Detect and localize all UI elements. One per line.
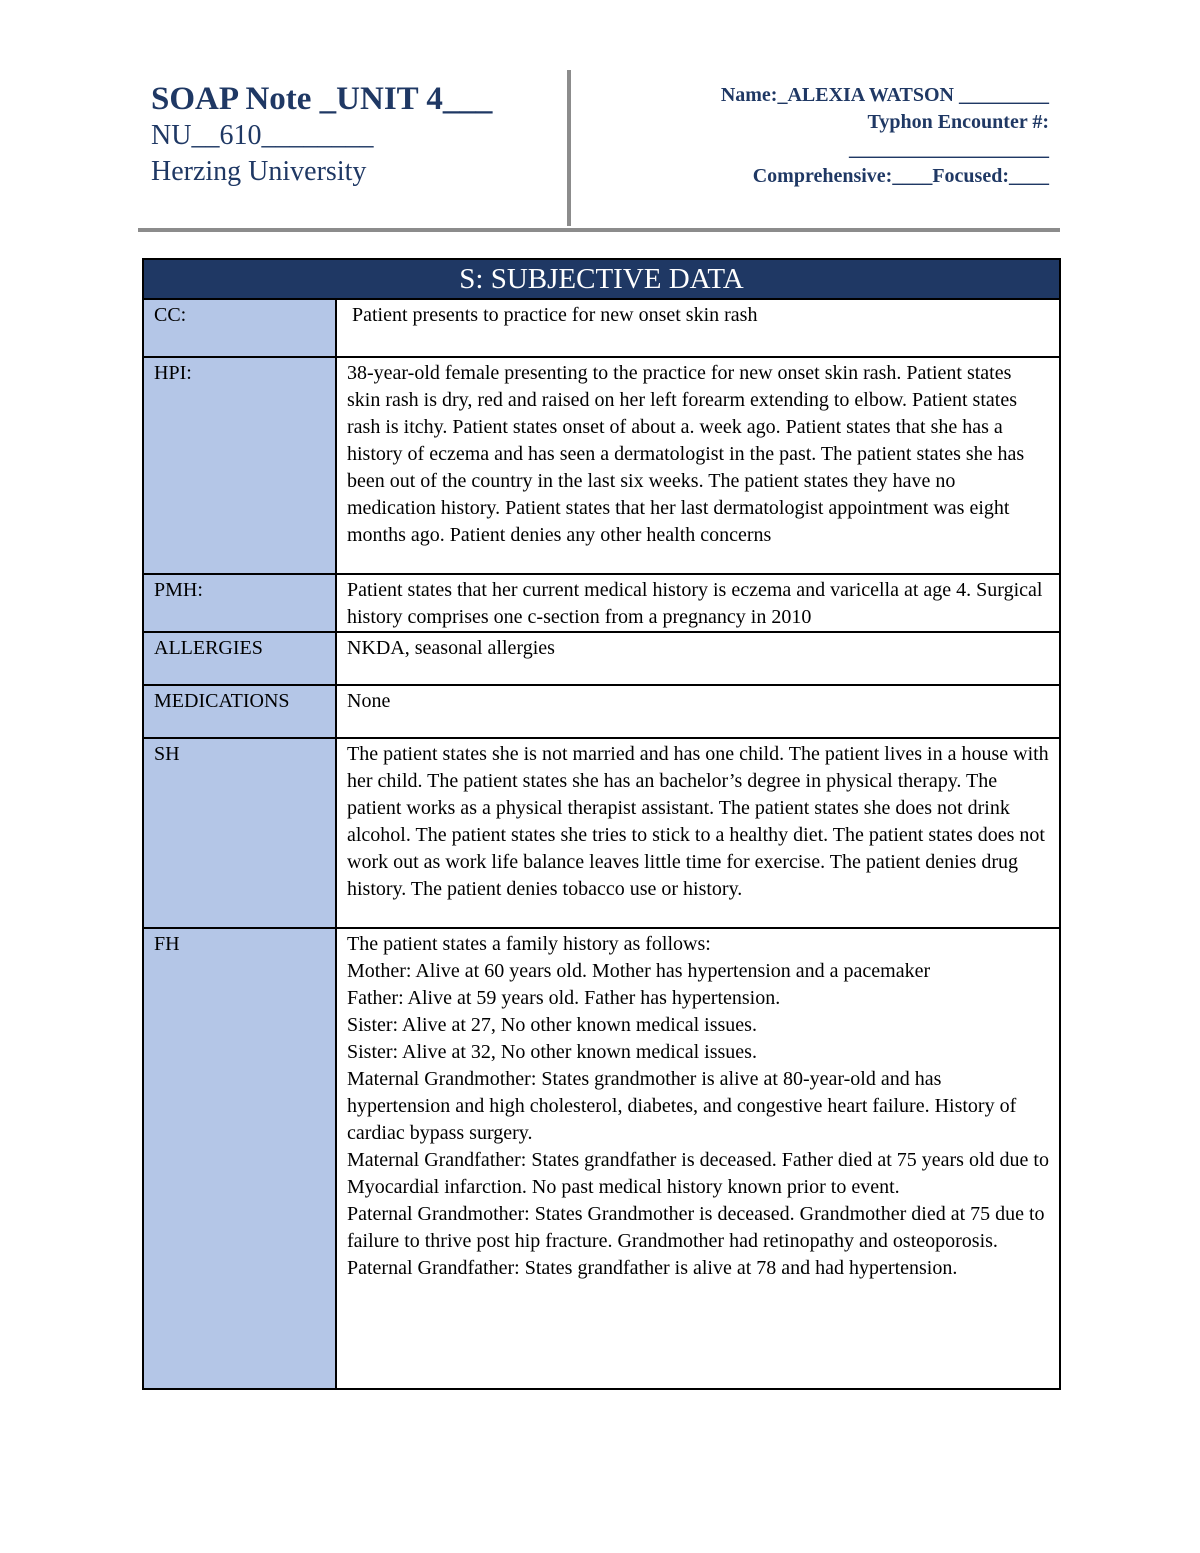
course-number: NU__610________ bbox=[151, 120, 374, 151]
fh-line-paternal-grandmother: Paternal Grandmother: States Grandmother is deceased. Grandmother died at 75 due to failure to thrive post hip fracture. Grandmother had retinopathy and osteoporosis. bbox=[347, 1203, 1045, 1252]
row-label-sh: SH bbox=[143, 738, 336, 928]
fh-line-maternal-grandfather: Maternal Grandfather: States grandfather is deceased. Father died at 75 years old due to Myocardial infarction. No past medical history known prior to event. bbox=[347, 1149, 1049, 1198]
fh-line-mother: Mother: Alive at 60 years old. Mother has hypertension and a pacemaker bbox=[347, 960, 931, 982]
soap-note-title: SOAP Note _UNIT 4___ bbox=[151, 81, 493, 117]
table-row-allergies bbox=[143, 632, 1060, 685]
fh-line: The patient states a family history as follows: bbox=[347, 933, 711, 955]
fh-line-sister-2: Sister: Alive at 32, No other known medical issues. bbox=[347, 1041, 757, 1063]
fh-line-sister-1: Sister: Alive at 27, No other known medical issues. bbox=[347, 1014, 757, 1036]
row-content-medications: None bbox=[336, 685, 1060, 738]
table-row-sh bbox=[143, 738, 1060, 928]
table-row-fh bbox=[143, 928, 1060, 1389]
section-header-row bbox=[143, 259, 1060, 299]
header-horizontal-rule bbox=[138, 228, 1060, 232]
student-name-line: Name:_ALEXIA WATSON _________ bbox=[720, 84, 1049, 106]
fh-line-father: Father: Alive at 59 years old. Father has hypertension. bbox=[347, 987, 781, 1009]
row-content-pmh: Patient states that her current medical history is eczema and varicella at age 4. Surgical history comprises one c-section from a pregnancy in 2010 bbox=[336, 574, 1060, 632]
typhon-encounter-label: Typhon Encounter #: bbox=[867, 111, 1049, 133]
document-header bbox=[141, 70, 1059, 230]
row-label-cc: CC: bbox=[143, 299, 336, 357]
row-content-fh bbox=[336, 928, 1060, 1389]
row-label-medications: MEDICATIONS bbox=[143, 685, 336, 738]
subjective-data-table bbox=[142, 258, 1061, 1390]
table-row-cc bbox=[143, 299, 1060, 357]
row-content-sh: The patient states she is not married and has one child. The patient lives in a house with her child. The patient states she has an bachelor’s degree in physical therapy. The patient works as a physical therapist assistant. The patient states she does not drink alcohol. The patient states she tries to stick to a healthy diet. The patient states does not work out as work life balance leaves little time for exercise. The patient denies drug history. The patient denies tobacco use or history. bbox=[336, 738, 1060, 928]
row-label-hpi: HPI: bbox=[143, 357, 336, 574]
typhon-encounter-blank: ____________________ bbox=[849, 138, 1049, 160]
row-content-allergies: NKDA, seasonal allergies bbox=[336, 632, 1060, 685]
table-row-pmh bbox=[143, 574, 1060, 632]
fh-line-paternal-grandfather: Paternal Grandfather: States grandfather is alive at 78 and had hypertension. bbox=[347, 1257, 958, 1279]
comprehensive-focused-line: Comprehensive:____Focused:____ bbox=[752, 165, 1049, 187]
header-left-block bbox=[151, 80, 492, 190]
row-label-fh: FH bbox=[143, 928, 336, 1389]
row-content-cc: Patient presents to practice for new onset skin rash bbox=[336, 299, 1060, 357]
row-label-allergies: ALLERGIES bbox=[143, 632, 336, 685]
row-label-pmh: PMH: bbox=[143, 574, 336, 632]
university-name: Herzing University bbox=[151, 156, 367, 187]
row-content-hpi: 38-year-old female presenting to the practice for new onset skin rash. Patient states skin rash is dry, red and raised on her left forearm extending to elbow. Patient states rash is itchy. Patient states onset of about a. week ago. Patient states that she has a history of eczema and has seen a dermatologist in the past. The patient states she has been out of the country in the last six weeks. The patient states they have no medication history. Patient states that her last dermatologist appointment was eight months ago. Patient denies any other health concerns bbox=[336, 357, 1060, 574]
table-row-medications bbox=[143, 685, 1060, 738]
fh-line-maternal-grandmother: Maternal Grandmother: States grandmother is alive at 80-year-old and has hypertension and high cholesterol, diabetes, and congestive heart failure. History of cardiac bypass surgery. bbox=[347, 1068, 1017, 1144]
table-row-hpi bbox=[143, 357, 1060, 574]
header-vertical-divider bbox=[567, 70, 571, 226]
section-title: S: SUBJECTIVE DATA bbox=[143, 259, 1060, 299]
header-right-block bbox=[721, 82, 1049, 190]
